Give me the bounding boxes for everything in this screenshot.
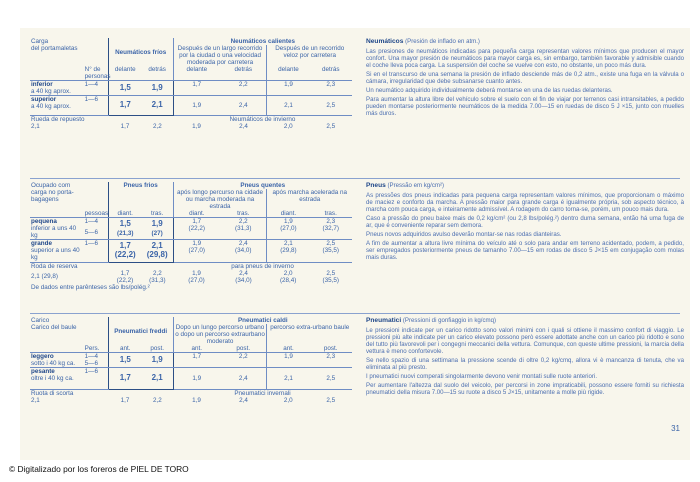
winter-value-lbs: (31,3) bbox=[149, 276, 166, 284]
paragraph: Un neumático adquirido individualmente deberá montarse en una de las ruedas delanteras. bbox=[366, 86, 613, 94]
spare-wheel-value: 2,1 bbox=[31, 397, 40, 405]
value-cell: 1,9 bbox=[267, 353, 309, 368]
row-sub-low: a 40 kg aprox. bbox=[31, 88, 71, 96]
value-cell: 2,1 bbox=[142, 368, 173, 390]
persons-cell: 1—4 bbox=[84, 81, 109, 96]
row-label-low: leggero bbox=[31, 353, 54, 361]
spare-wheel-label: Ruota di scorta bbox=[31, 390, 74, 398]
header-cold: Pneumatici freddi bbox=[108, 317, 173, 345]
col-rear: tras. bbox=[220, 210, 267, 218]
winter-tyres-label: para pneus de inverno bbox=[231, 262, 294, 270]
paragraph: I pneumatici nuovi comperati singolarmente devono venir montati sulle ruote anteriori. bbox=[366, 373, 598, 381]
header-warm: Neumáticos calientes bbox=[173, 38, 352, 45]
value-cell: 1,9 bbox=[192, 240, 202, 248]
value-cell: 2,5 bbox=[326, 240, 336, 248]
row-sub-high: superior a uns 40 kg bbox=[31, 247, 80, 262]
header-warm: Pneumatici caldi bbox=[173, 317, 352, 324]
header-persons: Pers. bbox=[84, 345, 109, 353]
value-cell: 1,7 bbox=[192, 218, 202, 226]
col-rear: tras. bbox=[142, 210, 173, 218]
paragraph: As pressões dos pneus indicadas para pequena carga representam valores mínimos, que proporcionam o máximo de maciez e conforto da marcha. A pressão maior para grande carga é igualmente própria, sob aspecto técnico, à marcha com pouca carga, e inteiramente admissível. A rodagem do carro torna-se, porém, um pouco mais dura. bbox=[366, 191, 684, 213]
value-cell: 1,9 bbox=[267, 81, 309, 96]
header-highway: Después de un recorrido veloz por carretera bbox=[267, 45, 352, 66]
col-front: delante bbox=[267, 66, 309, 81]
col-front: delante bbox=[108, 66, 142, 81]
paragraph: Pneus novos adquiridos avulso deverão montar-se nas rodas dianteiras. bbox=[366, 230, 562, 238]
value-cell: 2,3 bbox=[309, 81, 352, 96]
col-rear: post. bbox=[309, 345, 352, 353]
value-cell: 1,9 bbox=[142, 81, 173, 96]
spare-wheel-label: Rueda de repuesto bbox=[31, 116, 85, 124]
winter-value: 2,0 bbox=[283, 123, 293, 131]
value-cell: 2,4 bbox=[220, 96, 267, 116]
text-block-es bbox=[366, 38, 684, 119]
page-number: 31 bbox=[671, 424, 680, 433]
persons-cell: 1—6 bbox=[84, 96, 109, 116]
winter-value: 1,7 bbox=[120, 397, 130, 405]
value-cell-lbs: (27) bbox=[151, 229, 163, 237]
paragraph: Para aumentar la altura libre del vehículo sobre el suelo con el fin de viajar por terrenos casi intransitables, a pedido pueden montarse posteriormente neumáticos de la medida 7.00—15 en ruedas de disco 5 J ×15, junto con muelles más duros. bbox=[366, 96, 684, 118]
winter-value: 2,2 bbox=[153, 269, 162, 277]
value-cell: 2,2 bbox=[220, 353, 267, 368]
persons-cell: 5—6 bbox=[84, 229, 109, 240]
value-cell: 1,7 bbox=[119, 240, 131, 250]
manual-page bbox=[20, 28, 690, 460]
value-cell: 1,7 bbox=[108, 96, 142, 116]
value-cell-lbs: (22,2) bbox=[188, 225, 205, 233]
value-cell: 1,7 bbox=[173, 81, 220, 96]
value-cell: 1,5 bbox=[119, 218, 131, 228]
persons-cell: 5—6 bbox=[84, 360, 109, 368]
value-cell-lbs: (29,8) bbox=[280, 247, 297, 255]
winter-value: 2,5 bbox=[326, 397, 336, 405]
value-cell: 2,4 bbox=[220, 368, 267, 390]
winter-value: 1,9 bbox=[192, 123, 201, 131]
row-label-high: superior bbox=[31, 96, 57, 104]
col-front: delante bbox=[173, 66, 220, 81]
value-cell: 1,9 bbox=[142, 353, 173, 368]
value-cell: 1,5 bbox=[108, 81, 142, 96]
value-cell: 2,5 bbox=[309, 96, 352, 116]
value-cell-lbs: (27,0) bbox=[280, 225, 297, 233]
winter-value: 1,9 bbox=[192, 269, 201, 277]
row-label-high: pesante bbox=[31, 368, 55, 376]
header-long-trip: após longo percurso na cidade ou marcha moderada na estrada bbox=[173, 189, 267, 210]
winter-value: 1,7 bbox=[120, 123, 130, 131]
text-sub-pt: (Pressão em kg/cm²) bbox=[387, 182, 445, 189]
col-rear: post. bbox=[220, 345, 267, 353]
header-persons: N° de personas bbox=[84, 66, 111, 81]
section-portuguese bbox=[30, 182, 684, 314]
tire-pressure-table-es bbox=[30, 38, 352, 130]
section-italian bbox=[30, 317, 684, 457]
value-cell: 2,1 bbox=[151, 240, 163, 250]
value-cell-lbs: (32,7) bbox=[322, 225, 339, 233]
value-cell: 1,9 bbox=[173, 96, 220, 116]
winter-value: 2,5 bbox=[326, 269, 336, 277]
tire-pressure-table-it bbox=[30, 317, 352, 404]
value-cell: 1,9 bbox=[151, 218, 163, 228]
header-weight: carga no porta-bagagens bbox=[31, 189, 74, 204]
header-load: Carico bbox=[31, 317, 50, 324]
paragraph: Se nello spazio di una settimana la pressione scende di oltre 0,2 kg/cmq, allora vi è mancanza di tenuta, che va eliminata al più presto. bbox=[366, 356, 684, 371]
col-front: ant. bbox=[108, 345, 142, 353]
col-front: diant. bbox=[108, 210, 142, 218]
winter-value: 2,4 bbox=[239, 123, 248, 131]
winter-value-lbs: (34,0) bbox=[235, 276, 252, 284]
value-cell-lbs: (35,5) bbox=[322, 247, 339, 255]
col-rear: tras. bbox=[309, 210, 352, 218]
value-cell: 2,3 bbox=[309, 353, 352, 368]
header-cold: Pneus frios bbox=[108, 182, 173, 189]
value-cell-lbs: (31,3) bbox=[234, 225, 252, 233]
value-cell: 2,1 bbox=[267, 368, 309, 390]
value-cell-lbs: (21,3) bbox=[117, 229, 134, 237]
winter-value: 2,2 bbox=[153, 123, 162, 131]
header-long-trip: Dopo un lungo percorso urbano o dopo un percorso extraurbano moderato bbox=[173, 324, 267, 345]
text-title-pt: Pneus bbox=[366, 182, 386, 189]
header-weight: Carico del baule bbox=[31, 324, 77, 332]
value-cell: 2,5 bbox=[309, 368, 352, 390]
winter-value-lbs: (27,0) bbox=[188, 276, 205, 284]
lbs-note: De dados entre parênteses são lbs/polég.² bbox=[31, 283, 150, 291]
value-cell: 1,9 bbox=[284, 218, 293, 226]
header-highway: após marcha acelerada na estrada bbox=[267, 189, 352, 210]
paragraph: Le pressioni indicate per un carico ridotto sono valori minimi con i quali si ottiene il massimo confort di viaggio. Le pressioni più alte indicate per un carico elevato possono però essere adottate anche con un carico più ridotto e sono del tutto più favorevoli per i congegni meccanici della vettura. Comunque, con queste ultime pressioni, la marcia della vettura è meno confortevole. bbox=[366, 326, 684, 355]
col-front: diant. bbox=[267, 210, 309, 218]
row-sub-low: inferior a uns 40 kg bbox=[31, 225, 77, 240]
value-cell-lbs: (29,8) bbox=[146, 249, 168, 259]
text-block-pt bbox=[366, 182, 684, 263]
value-cell: 1,7 bbox=[173, 353, 220, 368]
winter-value: 1,9 bbox=[192, 397, 201, 405]
winter-value: 2,4 bbox=[239, 397, 248, 405]
winter-value: 2,2 bbox=[153, 397, 162, 405]
section-divider bbox=[30, 178, 680, 179]
section-spanish bbox=[30, 38, 684, 183]
header-highway: percorso extra-urbano baule bbox=[267, 324, 352, 345]
header-warm: Pneus quentes bbox=[173, 182, 352, 189]
winter-value: 1,7 bbox=[120, 269, 130, 277]
row-sub-high: oltre i 40 kg ca. bbox=[31, 375, 74, 383]
text-block-it bbox=[366, 317, 684, 398]
value-cell: 2,1 bbox=[267, 96, 309, 116]
row-sub-high: a 40 kg aprox. bbox=[31, 103, 71, 111]
section-divider bbox=[30, 313, 680, 314]
value-cell-lbs: (27,0) bbox=[188, 247, 205, 255]
col-rear: detrás bbox=[142, 66, 173, 81]
header-persons: pessoas bbox=[84, 210, 109, 218]
value-cell-lbs: (22,2) bbox=[114, 249, 136, 259]
header-load: Carga bbox=[31, 38, 49, 45]
winter-value-lbs: (35,5) bbox=[322, 276, 339, 284]
text-sub-es: (Presión de inflado en atm.) bbox=[405, 38, 480, 45]
tire-pressure-table-pt bbox=[30, 182, 352, 291]
row-label-low: inferior bbox=[31, 81, 53, 89]
col-rear: detrás bbox=[220, 66, 267, 81]
value-cell: 2,4 bbox=[238, 240, 248, 248]
winter-value-lbs: (28,4) bbox=[279, 276, 297, 284]
col-rear: detrás bbox=[309, 66, 352, 81]
scan-credit: © Digitalizado por los foreros de PIEL DE TORO bbox=[9, 464, 189, 474]
value-cell: 2,2 bbox=[220, 81, 267, 96]
row-label-low: pequena bbox=[31, 218, 57, 226]
persons-cell: 1—6 bbox=[84, 240, 109, 262]
header-long-trip: Después de un largo recorrido por la ciudad o una velocidad moderada por carretera bbox=[173, 45, 267, 66]
spare-wheel-value: 2,1 bbox=[31, 123, 40, 131]
value-cell: 1,5 bbox=[108, 353, 142, 368]
winter-value: 2,0 bbox=[283, 269, 293, 277]
paragraph: Per aumentare l'altezza dal suolo del veicolo, per percorsi in zone impraticabili, possono essere forniti su richiesta pneumatici della misura 7.00—15 su ruote a disco 5 J×15, unitamente a molle più rigide. bbox=[366, 382, 684, 397]
header-cold: Neumáticos fríos bbox=[108, 38, 173, 66]
winter-value: 2,5 bbox=[326, 123, 336, 131]
persons-cell: 1—6 bbox=[84, 368, 109, 390]
value-cell-lbs: (34,0) bbox=[234, 247, 252, 255]
spare-wheel-value: 2,1 (29,8) bbox=[31, 273, 58, 281]
paragraph: Las presiones de neumáticos indicadas para pequeña carga representan valores mínimos que producen el mayor confort. Una mayor presión de neumáticos para mayor carga es, sin embargo, también favorable y admisible cuando el coche lleva poca carga. La suspensión del coche se vuelve con esto, no obstante, un poco más dura. bbox=[366, 47, 684, 69]
header-load: Ocupado com bbox=[31, 182, 71, 189]
text-sub-it: (Pressioni di gonfiaggio in kg/cmq) bbox=[402, 317, 497, 324]
col-front: ant. bbox=[173, 345, 220, 353]
row-label-high: grande bbox=[31, 240, 52, 248]
text-title-es: Neumáticos bbox=[366, 38, 404, 45]
col-front: ant. bbox=[267, 345, 309, 353]
value-cell: 2,1 bbox=[142, 96, 173, 116]
row-sub-low: sotto i 40 kg ca. bbox=[31, 360, 76, 368]
value-cell: 2,2 bbox=[238, 218, 248, 226]
value-cell: 2,3 bbox=[326, 218, 336, 226]
col-front: diant. bbox=[173, 210, 220, 218]
col-rear: post. bbox=[142, 345, 173, 353]
value-cell: 2,1 bbox=[284, 240, 293, 248]
header-weight: del portamaletas bbox=[31, 45, 78, 53]
spare-wheel-label: Roda de reserva bbox=[31, 262, 78, 270]
winter-value-lbs: (22,2) bbox=[116, 276, 134, 284]
winter-value: 2,4 bbox=[239, 269, 248, 277]
persons-cell: 1—4 bbox=[84, 218, 98, 226]
winter-tyres-label: Neumáticos de invierno bbox=[229, 116, 296, 124]
paragraph: Caso a pressão do pneu baixe mais de 0,2 kg/cm² (ou 2,8 lbs/polég.²) dentro duma semana, então há uma fuga de ar, que é conveniente reparar sem demora. bbox=[366, 214, 684, 229]
winter-value: 2,0 bbox=[283, 397, 293, 405]
persons-cell: 1—4 bbox=[84, 353, 98, 361]
paragraph: A fim de aumentar a altura livre mínima do veículo até o solo para andar em terreno acidentado, podem, a pedido, ser empregados posteriormente pneus de tamanho 7.00—15 em rodas de disco 5 J×15 em conjugação com molas mais duras. bbox=[366, 240, 684, 262]
value-cell: 1,9 bbox=[173, 368, 220, 390]
winter-tyres-label: Pneumatici invernali bbox=[234, 390, 291, 398]
value-cell: 1,7 bbox=[108, 368, 142, 390]
text-title-it: Pneumatici bbox=[366, 317, 402, 324]
paragraph: Si en el transcurso de una semana la presión de inflado desciende más de 0,2 atm., existe una fuga en la válvula o cámara, irregularidad que debe subsanarse cuanto antes. bbox=[366, 70, 684, 85]
